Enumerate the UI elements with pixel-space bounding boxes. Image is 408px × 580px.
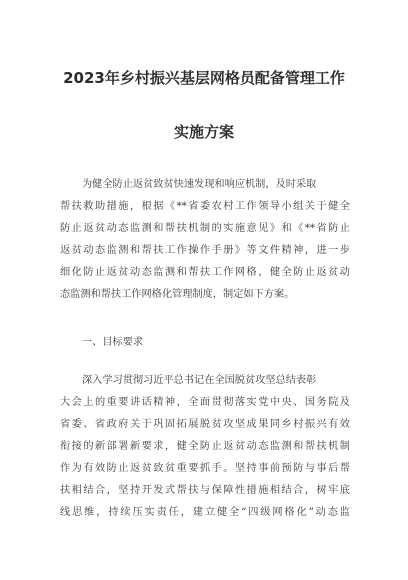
- paragraph-line: 为健全防止返贫致贫快速发现和响应机制，及时采取: [82, 179, 317, 190]
- section-heading: 一、目标要求: [82, 337, 144, 348]
- paragraph-line: 细化防止返贫动态监测和帮扶工作网格，健全防止返贫动: [60, 267, 350, 278]
- paragraph-line: 大会上的重要讲话精神，全面贯彻落实党中央、国务院及: [60, 397, 350, 408]
- paragraph-line: 线思维，持续压实责任，建立健全“四级网格化”动态监: [60, 507, 350, 518]
- paragraph-line: 返贫动态监测和帮扶工作操作手册》等文件精神，进一步: [60, 245, 350, 256]
- paragraph-line: 防止返贫动态监测和帮扶机制的实施意见》和《**省防止: [60, 223, 350, 234]
- paragraph-line: 深入学习贯彻习近平总书记在全国脱贫攻坚总结表彰: [82, 375, 317, 386]
- paragraph-line: 作为有效防止返贫致贫重要抓手。坚持事前预防与事后帮: [60, 463, 350, 474]
- paragraph-line: 态监测和帮扶工作网格化管理制度，制定如下方案。: [60, 289, 295, 300]
- document-title-line-1: 2023年乡村振兴基层网格员配备管理工作: [63, 69, 345, 87]
- paragraph-line: 衔接的新部署新要求，健全防止返贫动态监测和帮扶机制: [60, 441, 350, 452]
- paragraph-line: 扶相结合，坚持开发式帮扶与保障性措施相结合，树牢底: [60, 485, 350, 496]
- paragraph-line: 省委、省政府关于巩固拓展脱贫攻坚成果同乡村振兴有效: [60, 419, 350, 430]
- paragraph-line: 帮扶救助措施，根据《**省委农村工作领导小组关于健全: [60, 201, 350, 212]
- document-title-line-2: 实施方案: [173, 123, 234, 141]
